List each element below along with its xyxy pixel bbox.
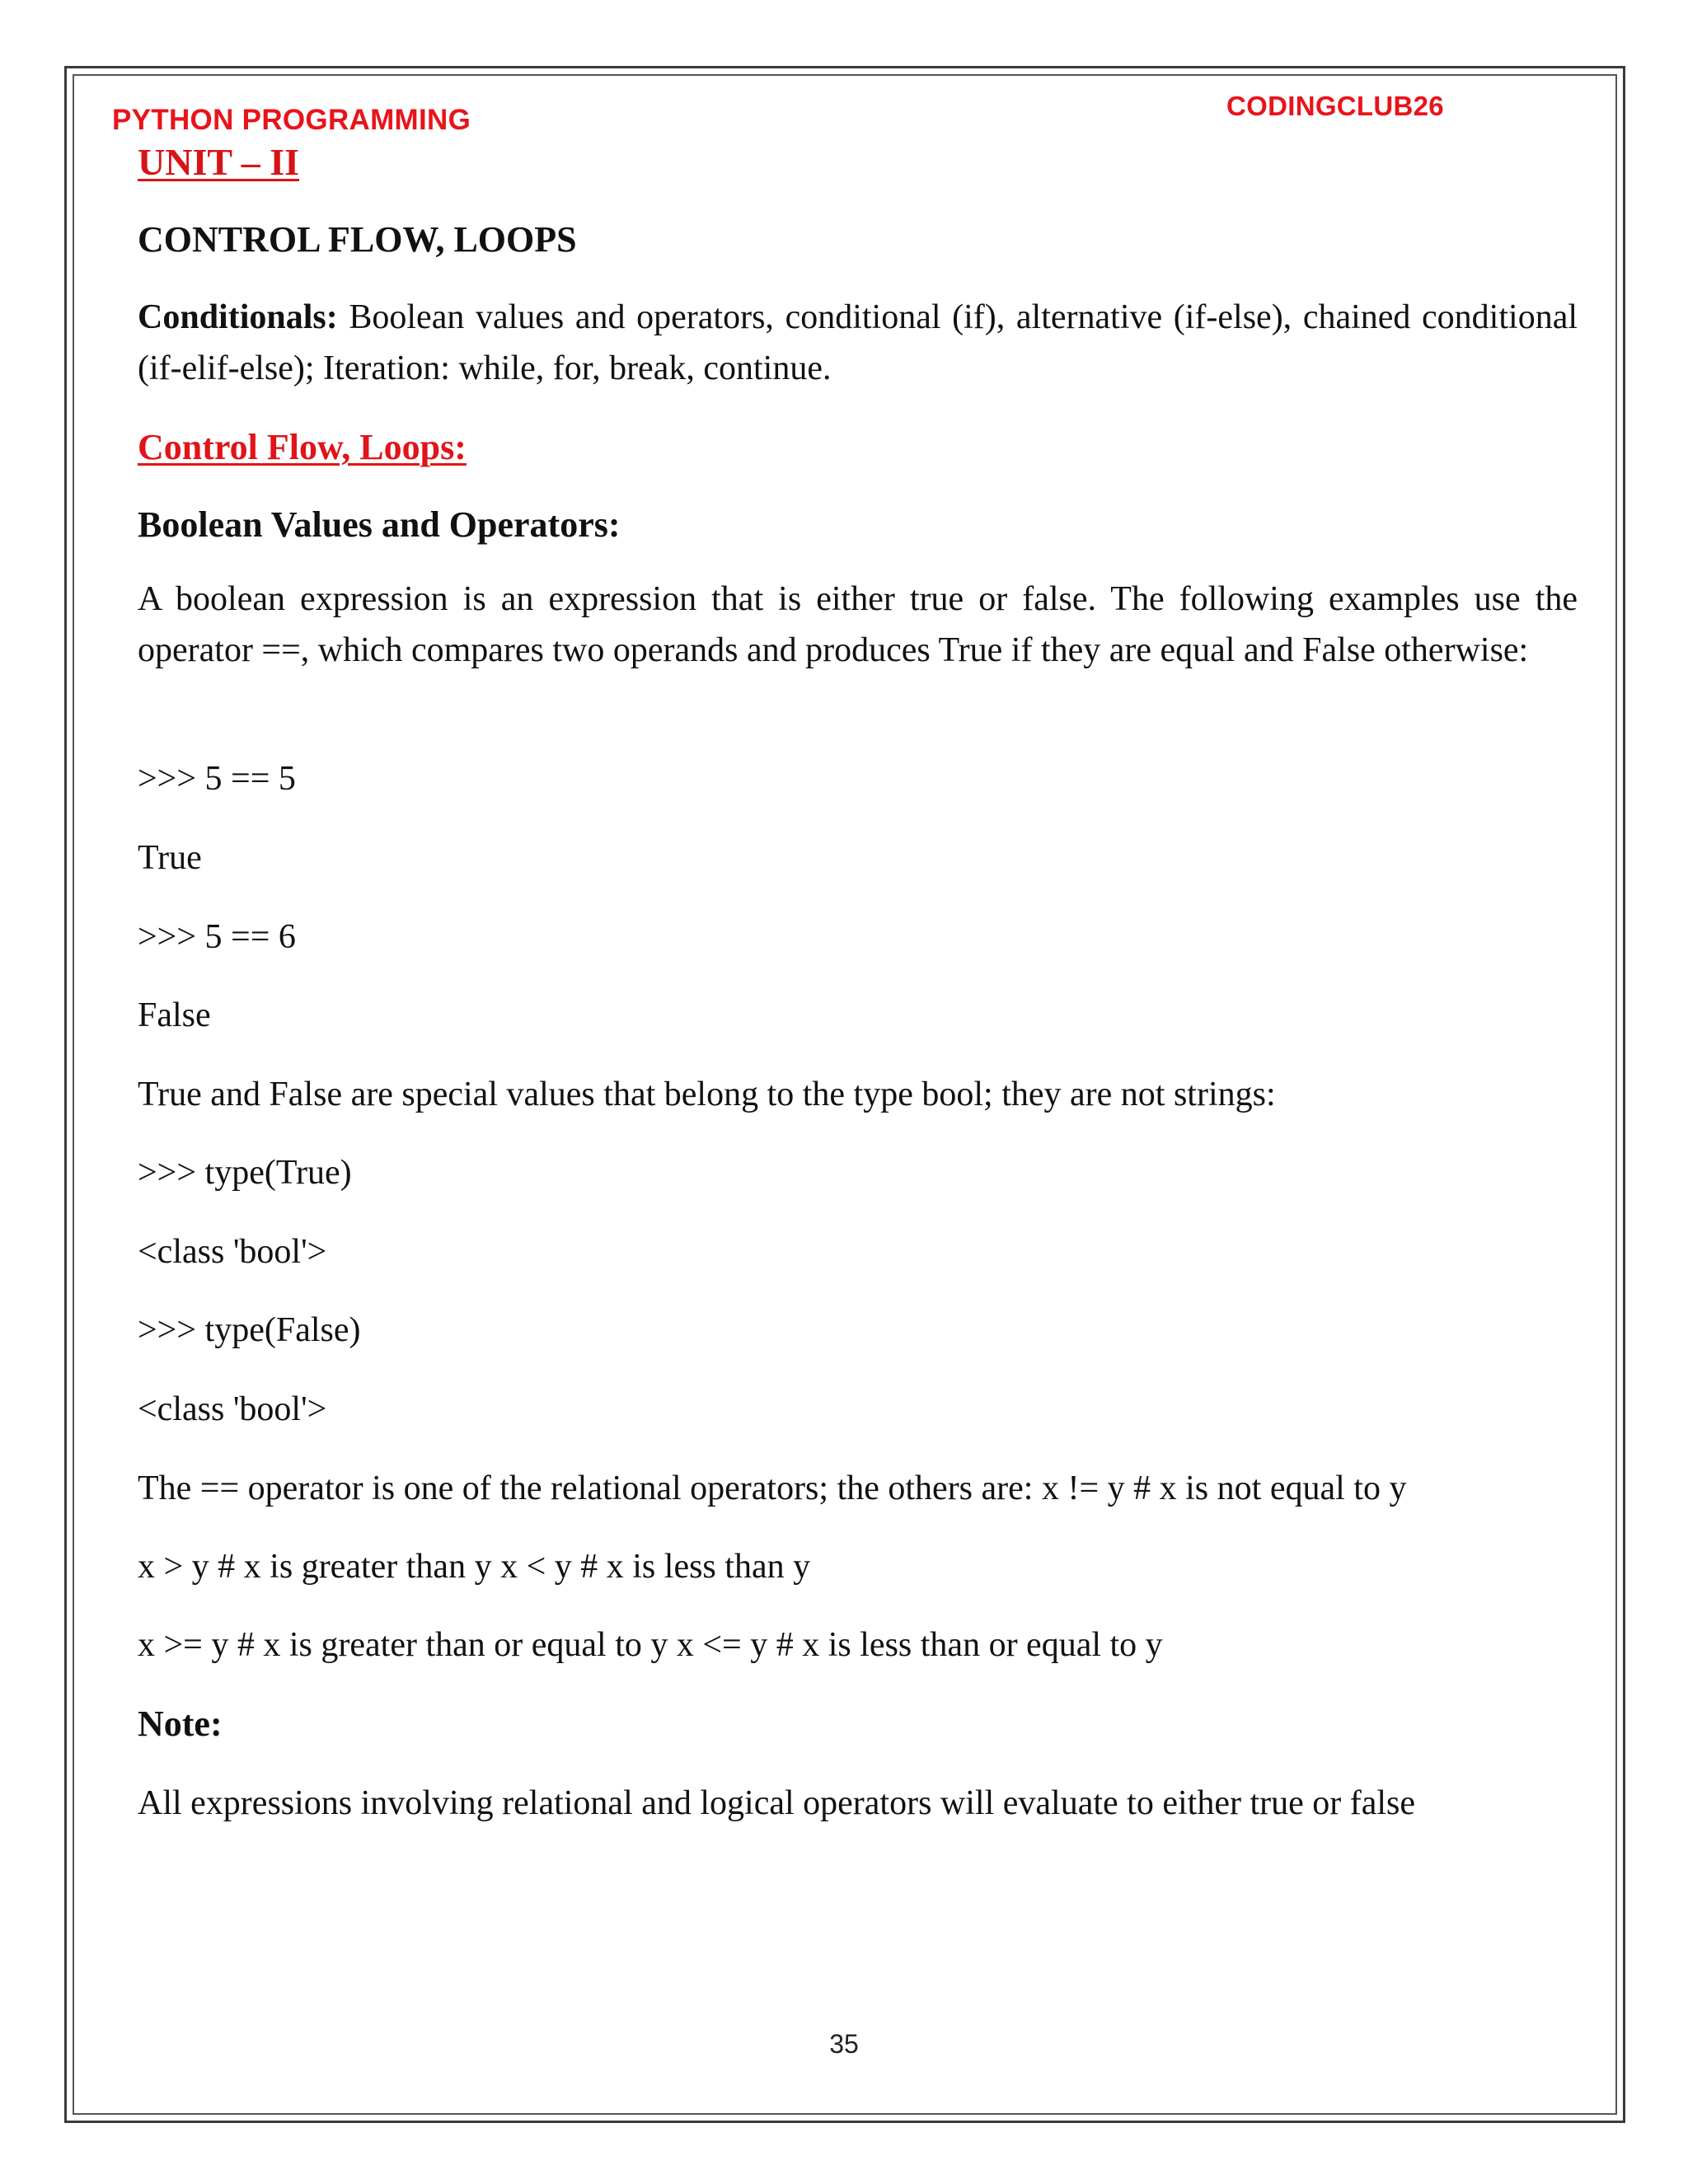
relational-line: x >= y # x is greater than or equal to y x <= y # x is less than or equal to y [138,1626,1163,1664]
note-label: Note: [138,1704,223,1744]
type-example-line: >>> type(True) [138,1154,352,1192]
note-text: All expressions involving relational and logical operators will evaluate to either true or false [138,1784,1416,1822]
example-line: False [138,996,211,1034]
example-line: >>> 5 == 5 [138,760,296,798]
page-number: 35 [829,2029,859,2059]
unit-title: UNIT – II [138,141,299,183]
intro-paragraph: A boolean expression is an expression that is either true or false. The following examples use the operator ==, which compares two operands and produces True if they are equal and False otherwise: [138,580,1578,669]
header-club-name: CODINGCLUB26 [1226,91,1444,121]
type-example-line: <class 'bool'> [138,1233,327,1271]
subheading: Boolean Values and Operators: [138,504,621,545]
type-example-line: <class 'bool'> [138,1390,327,1428]
section-heading: Control Flow, Loops: [138,427,467,467]
header-course-title: PYTHON PROGRAMMING [112,104,471,136]
relational-line: The == operator is one of the relational operators; the others are: x != y # x is not equal to y [138,1469,1407,1507]
syllabus-text: Boolean values and operators, conditional (if), alternative (if-else), chained conditional (if-elif-else); Iteration: while, for, break, continue. [138,298,1578,387]
type-example-line: >>> type(False) [138,1311,361,1349]
syllabus-label: Conditionals: [138,298,338,336]
example-line: True [138,839,202,877]
bool-type-sentence: True and False are special values that belong to the type bool; they are not strings: [138,1076,1276,1113]
syllabus-paragraph [138,292,1578,394]
relational-line: x > y # x is greater than y x < y # x is less than y [138,1548,811,1586]
chapter-title: CONTROL FLOW, LOOPS [138,219,577,260]
example-line: >>> 5 == 6 [138,918,296,956]
